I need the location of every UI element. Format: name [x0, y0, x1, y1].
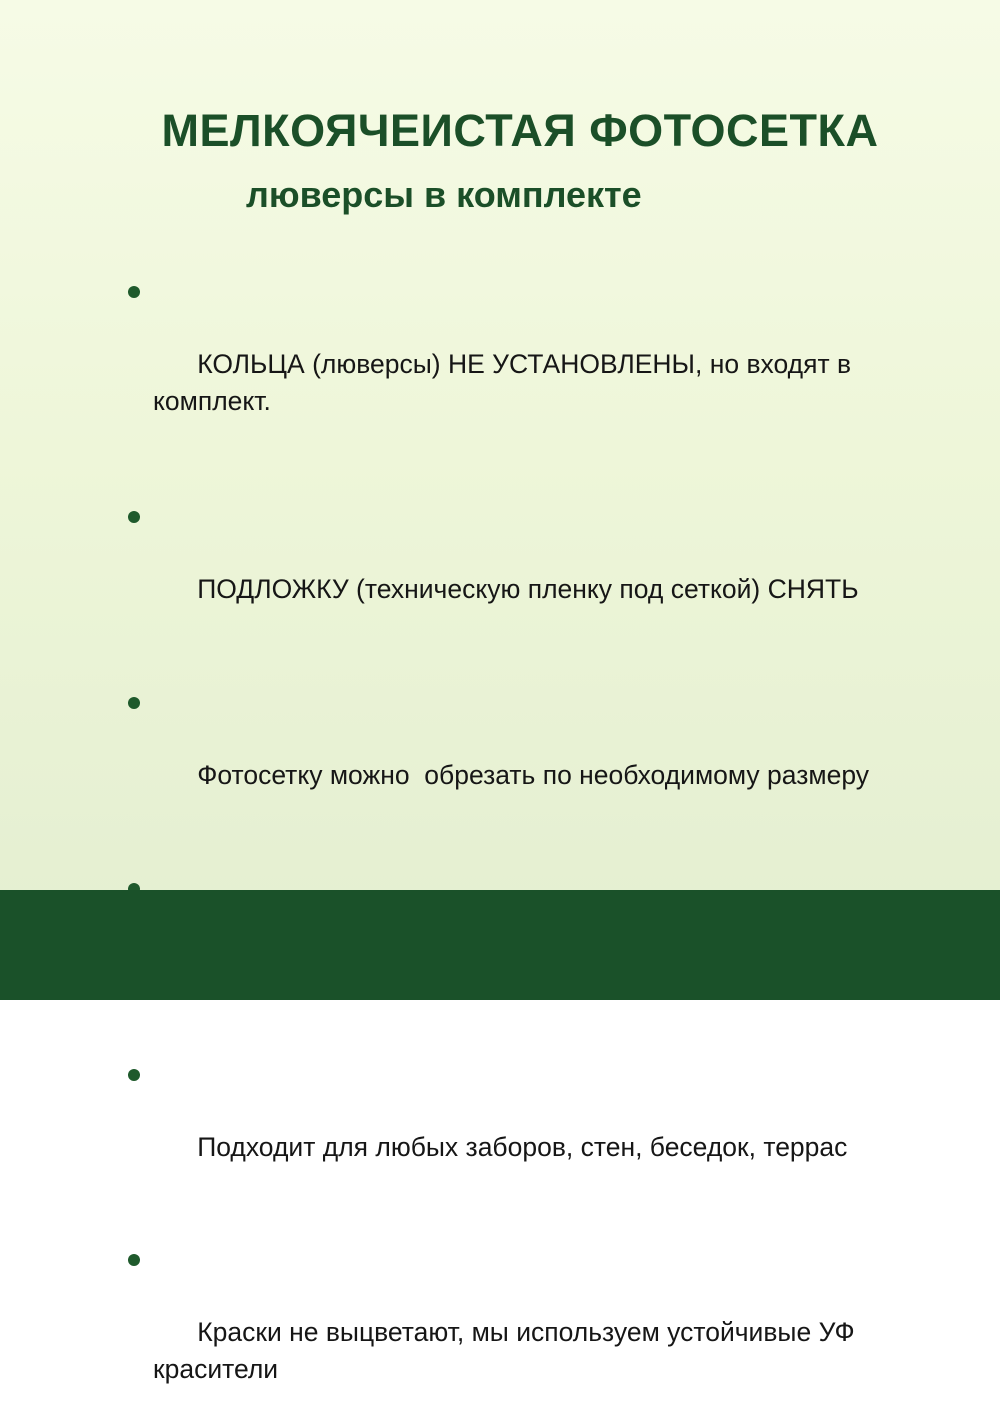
- bullet-dot-icon: [128, 697, 140, 709]
- page-title: МЕЛКОЯЧЕИСТАЯ ФОТОСЕТКА: [161, 105, 879, 156]
- bullet-dot-icon: [128, 511, 140, 523]
- list-item: [128, 497, 958, 645]
- list-item-text: КОЛЬЦА (люверсы) НЕ УСТАНОВЛЕНЫ, но входят в комплект.: [153, 349, 859, 416]
- list-item-text: Краски не выцветают, мы используем устойчивые УФ красители: [153, 1317, 863, 1384]
- list-item-text: Подходит для любых заборов, стен, беседок, террас: [197, 1132, 848, 1162]
- features-list: [128, 272, 958, 1425]
- bullet-dot-icon: [128, 286, 140, 298]
- footer-bar: [0, 890, 1000, 1000]
- list-item: [128, 272, 958, 457]
- list-item-text: ПОДЛОЖКУ (техническую пленку под сеткой) СНЯТЬ: [197, 574, 859, 604]
- bullet-dot-icon: [128, 1254, 140, 1266]
- list-item-text: Фотосетку можно обрезать по необходимому размеру: [197, 760, 870, 790]
- list-item: [128, 1055, 958, 1203]
- bullet-dot-icon: [128, 1069, 140, 1081]
- list-item: [128, 1240, 958, 1425]
- page-subtitle: люверсы в комплекте: [246, 174, 642, 215]
- list-item: [128, 683, 958, 831]
